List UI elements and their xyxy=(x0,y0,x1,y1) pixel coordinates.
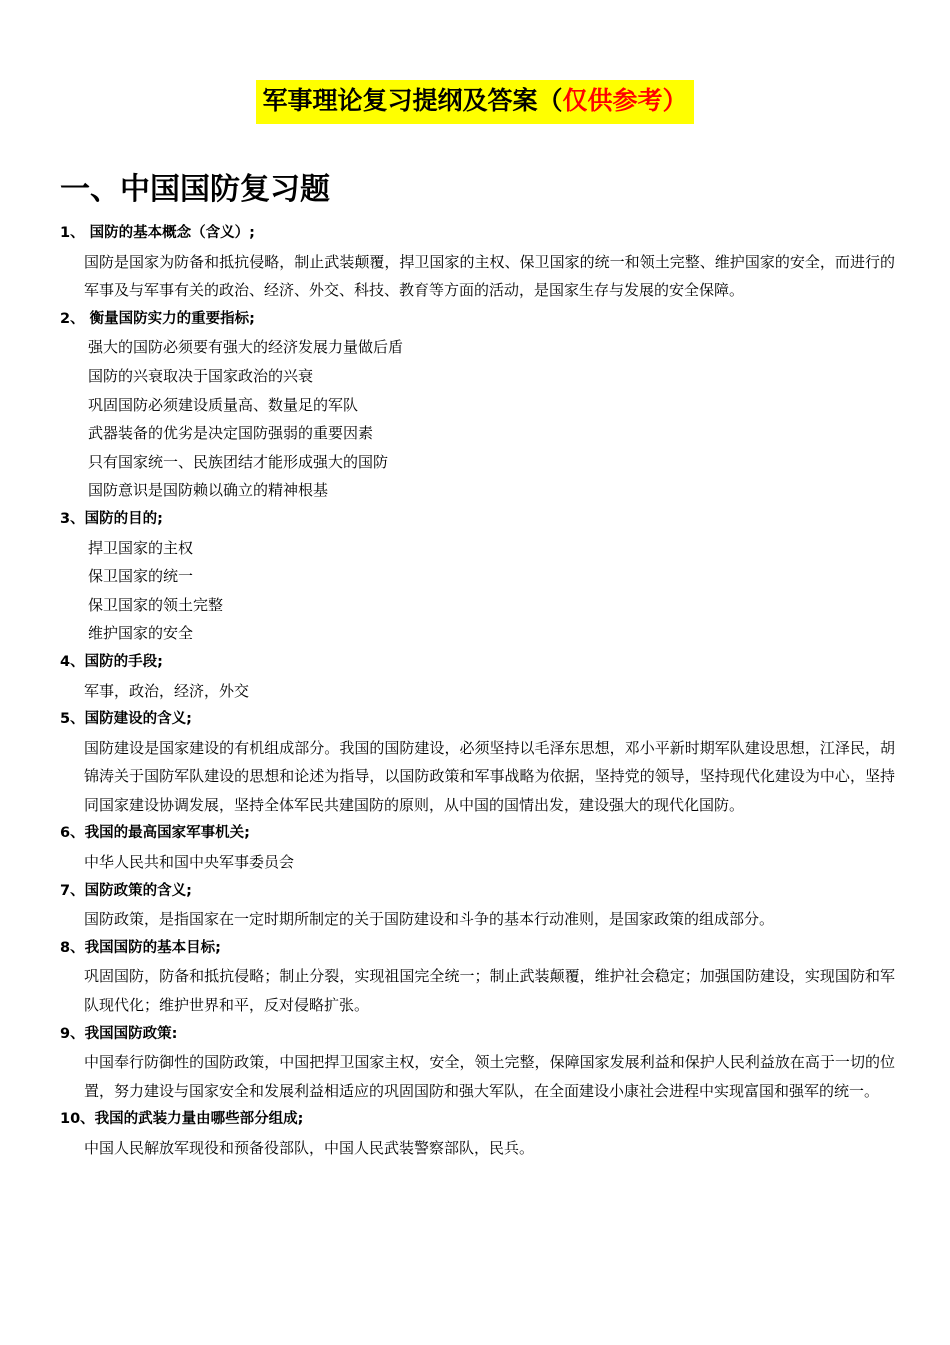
question-label: 10、我国的武装力量由哪些部分组成; xyxy=(60,1111,304,1128)
answer xyxy=(84,1048,895,1105)
question-label: 3、国防的目的; xyxy=(60,510,163,527)
answer-line: 军事，政治，经济，外交 xyxy=(84,681,250,700)
answer-line: 保卫国家的统一 xyxy=(88,567,194,586)
question-block xyxy=(60,877,895,934)
title-main: 军事理论复习提纲及答案（ xyxy=(262,86,563,115)
answer-line: 国防是国家为防备和抵抗侵略，制止武装颠覆，捍卫国家的主权、保卫国家的统一和领土完整、维护国家的安全，而进行的军事及与军事有关的政治、经济、外交、科技、教育等方面的活动，是国家生存与发展的安全保障。 xyxy=(84,252,895,300)
question-block xyxy=(60,705,895,819)
question-block xyxy=(60,305,895,505)
section-heading: 一、中国国防复习题 xyxy=(60,172,330,207)
answer xyxy=(88,534,895,648)
answer-line: 中国人民解放军现役和预备役部队，中国人民武装警察部队，民兵。 xyxy=(84,1139,535,1157)
answer-line: 强大的国防必须要有强大的经济发展力量做后盾 xyxy=(88,338,404,357)
answer xyxy=(84,848,895,877)
question-label: 9、我国国防政策: xyxy=(60,1025,178,1042)
answer-line: 只有国家统一、民族团结才能形成强大的国防 xyxy=(88,452,389,471)
answer-line: 国防政策，是指国家在一定时期所制定的关于国防建设和斗争的基本行动准则，是国家政策的组成部分。 xyxy=(84,910,775,929)
question-block xyxy=(60,648,895,705)
answer-line: 中国奉行防御性的国防政策，中国把捍卫国家主权，安全，领土完整，保障国家发展利益和保护人民利益放在高于一切的位置，努力建设与国家安全和发展利益相适应的巩固国防和强大军队，在全面建设小康社会进程中实现富国和强军的统一。 xyxy=(84,1053,895,1100)
answer xyxy=(84,962,895,1019)
answer-line: 捍卫国家的主权 xyxy=(88,538,194,557)
answer xyxy=(84,677,895,706)
answer-line: 武器装备的优劣是决定国防强弱的重要因素 xyxy=(88,424,374,443)
question-block xyxy=(60,819,895,876)
answer-line: 维护国家的安全 xyxy=(88,624,194,643)
question-label: 1、 国防的基本概念（含义）; xyxy=(60,225,255,241)
answer-line: 国防建设是国家建设的有机组成部分。我国的国防建设，必须坚持以毛泽东思想，邓小平新时期军队建设思想，江泽民，胡锦涛关于国防军队建设的思想和论述为指导，以国防政策和军事战略为依据，坚持党的领导，坚持现代化建设为中心，坚持同国家建设协调发展，坚持全体军民共建国防的原则，从中国的国情出发，建设强大的现代化国防。 xyxy=(84,738,895,814)
answer-line: 巩固国防必须建设质量高、数量足的军队 xyxy=(88,395,359,414)
question-block xyxy=(60,934,895,1020)
answer-line: 中华人民共和国中央军事委员会 xyxy=(84,853,295,872)
answer-line: 巩固国防，防备和抵抗侵略；制止分裂，实现祖国完全统一；制止武装颠覆，维护社会稳定；加强国防建设，实现国防和军队现代化；维护世界和平，反对侵略扩张。 xyxy=(84,967,895,1015)
answer xyxy=(84,905,895,934)
question-block xyxy=(60,1020,895,1106)
question-label: 8、我国国防的基本目标; xyxy=(60,939,221,956)
question-list xyxy=(60,219,895,1163)
answer xyxy=(84,1134,895,1163)
question-label: 2、 衡量国防实力的重要指标; xyxy=(60,310,255,327)
title-reference-note: 仅供参考） xyxy=(562,86,688,115)
answer xyxy=(84,248,895,305)
answer xyxy=(88,333,895,505)
answer-line: 国防的兴衰取决于国家政治的兴衰 xyxy=(88,366,314,385)
answer xyxy=(84,734,895,820)
question-label: 6、我国的最高国家军事机关; xyxy=(60,825,250,842)
question-label: 5、国防建设的含义; xyxy=(60,711,192,728)
answer-line: 国防意识是国防赖以确立的精神根基 xyxy=(88,481,329,500)
question-block xyxy=(60,1105,895,1162)
question-block xyxy=(60,505,895,648)
title-wrap xyxy=(0,80,950,124)
question-label: 7、国防政策的含义; xyxy=(60,882,192,899)
question-label: 4、国防的手段; xyxy=(60,653,163,670)
document-title xyxy=(256,80,693,124)
question-block xyxy=(60,219,895,305)
answer-line: 保卫国家的领土完整 xyxy=(88,595,224,614)
